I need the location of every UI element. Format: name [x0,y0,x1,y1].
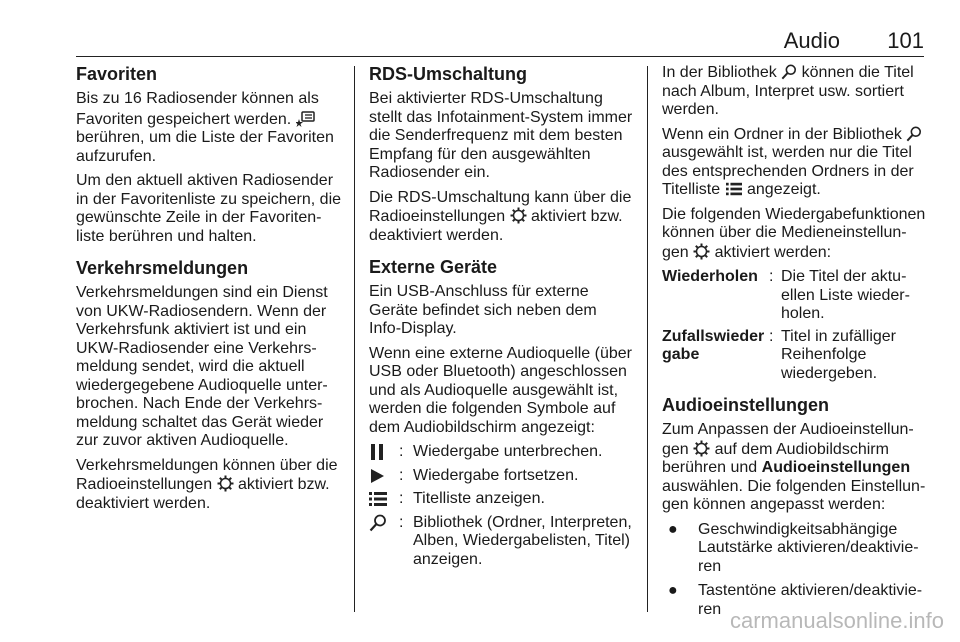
header-rule [76,56,924,57]
page-title: Audio [783,28,840,53]
definition-term: Wiederholen [662,268,758,285]
favorite-radio-icon [296,109,316,127]
paragraph: Zum Anpassen der Audioeinstellungen auf dem Audiobildschirm berühren und Audioeinstellungen auswählen. Die folgenden Einstellungen können angepasst werden: [662,421,926,513]
icon-row: : Wiedergabe fortsetzen. [369,467,633,491]
paragraph: Um den aktuell aktiven Radiosender in der Favoritenliste zu speichern, die gewünschte Zeile in der Favoritenliste berühren und halten. [76,172,342,245]
heading-verkehrsmeldungen: Verkehrsmeldungen [76,258,249,278]
paragraph: Die RDS-Umschaltung kann über die Radioeinstellungen aktiviert bzw. deaktiviert werden. [369,188,632,244]
settings-icon [510,207,527,224]
heading-audioeinstellungen: Audioeinstellungen [662,395,830,415]
bullet-item: ● Geschwindigkeitsabhängige Lautstärke aktivieren/deaktivieren [662,521,926,577]
definition-desc: Titel in zufälliger Reihenfolge wiedergeben. [781,327,897,382]
icon-row: : Wiedergabe unterbrechen. [369,443,633,467]
settings-icon [217,475,234,492]
column-divider [647,66,648,612]
icon-row: : Titelliste anzeigen. [369,490,633,514]
column-1 [76,64,342,519]
column-2 [369,64,633,569]
settings-icon [693,440,710,457]
definition-desc: Die Titel der aktuellen Liste wiederholen. [781,268,910,322]
definition-row: Zufallswiedergabe : Titel in zufälliger Reihenfolge wiedergeben. [662,328,926,384]
column-3 [662,64,926,619]
search-icon [906,126,922,142]
paragraph: Bis zu 16 Radiosender können als Favoriten gespeichert werden. berühren, um die Liste der Favoriten aufzurufen. [76,90,334,165]
paragraph: Ein USB-Anschluss für externe Geräte befindet sich neben dem Info-Display. [369,283,597,337]
heading-favoriten: Favoriten [76,64,158,84]
watermark: carmanualsonline.info [729,608,944,633]
paragraph: Wenn eine externe Audioquelle (über USB oder Bluetooth) angeschlossen und als Audioquelle ausgewählt ist, werden die folgenden Symbole auf dem Audiobildschirm angezeigt: [369,344,632,436]
paragraph: Die folgenden Wiedergabefunktionen können über die Medieneinstellungen aktiviert werden: [662,205,926,261]
list-icon [725,181,743,197]
settings-icon [693,243,710,260]
column-divider [354,66,355,612]
page-number: 101 [887,28,924,53]
bullet-icon: ● [668,582,678,599]
search-icon [781,64,797,80]
bullet-icon: ● [668,520,678,538]
search-icon [369,514,387,532]
paragraph: Wenn ein Ordner in der Bibliothek ausgewählt ist, werden nur die Titel des entsprechenden Ordners in der Titelliste angezeigt. [662,126,926,200]
paragraph: Bei aktivierter RDS-Umschaltung stellt das Infotainment-System immer die Senderfrequenz mit dem besten Empfang für den ausgewählten Radiosender ein. [369,90,633,181]
paragraph: Verkehrsmeldungen können über die Radioeinstellungen aktiviert bzw. deaktiviert werden. [76,456,338,512]
bullet-item: ● Tastentöne aktivieren/deaktivieren [662,582,926,619]
pause-icon [369,443,385,461]
heading-rds: RDS-Umschaltung [369,64,528,84]
paragraph: Verkehrsmeldungen sind ein Dienst von UKW-Radiosendern. Wenn der Verkehrsfunk aktiviert ist und ein UKW-Radiosender eine Verkehrsmeldung sendet, wird die aktuell wiedergegebene Audioquelle unterbrochen. Nach Ende der Verkehrsmeldung schaltet das Gerät wieder zur zuvor aktiven Audioquelle. [76,284,328,449]
icon-row: : Bibliothek (Ordner, Interpreten, Alben, Wiedergabelisten, Titel) anzeigen. [369,514,633,570]
list-icon [369,490,387,508]
heading-externe-geraete: Externe Geräte [369,257,498,277]
play-icon [369,467,385,485]
definition-row: Wiederholen : Die Titel der aktuellen Liste wiederholen. [662,268,926,324]
paragraph: In der Bibliothek können die Titel nach Album, Interpret usw. sortiert werden. [662,64,914,118]
page-header [0,28,960,54]
definition-term: Zufallswiedergabe [662,327,765,363]
